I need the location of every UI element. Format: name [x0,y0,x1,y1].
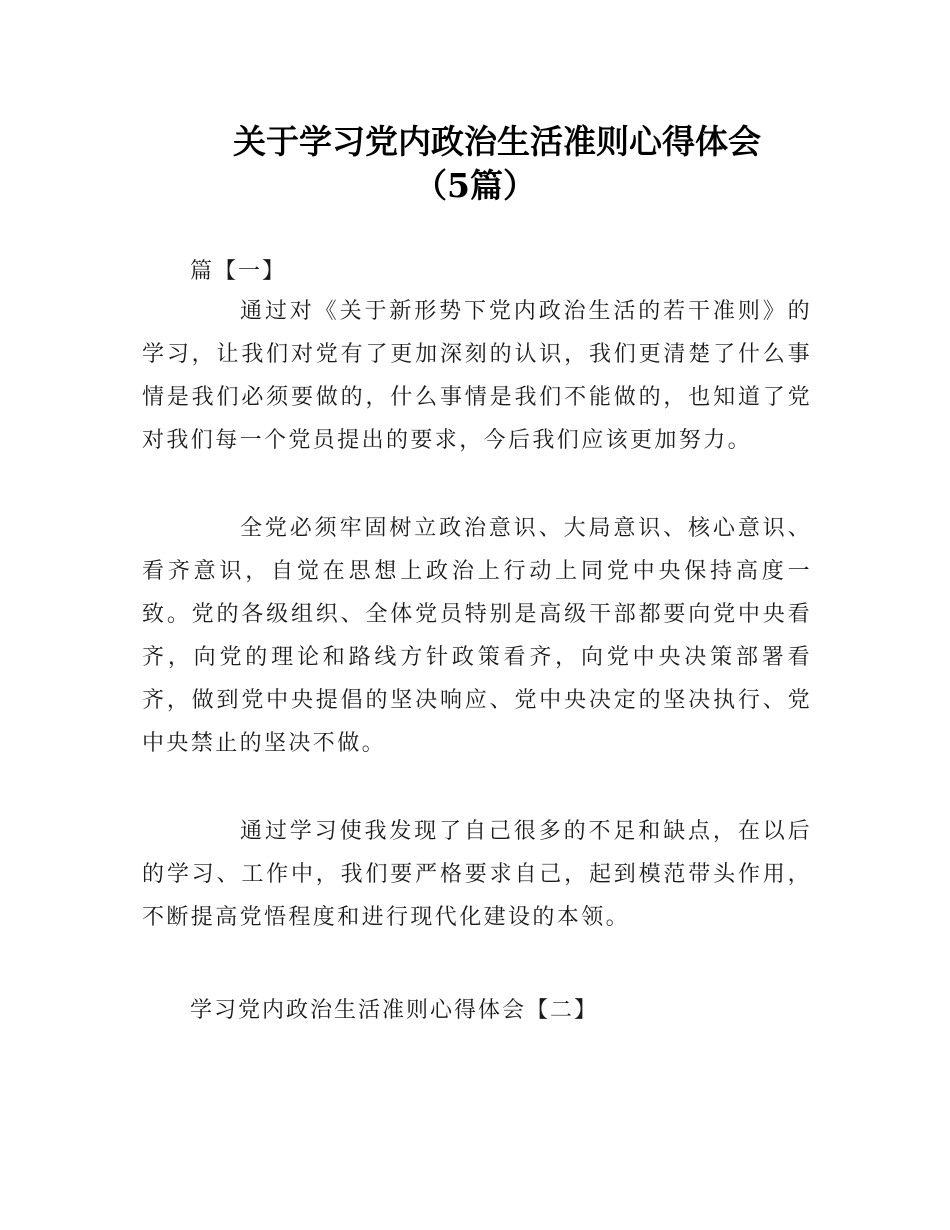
paragraph-1: 通过对《关于新形势下党内政治生活的若干准则》的学习，让我们对党有了更加深刻的认识，我们更清楚了什么事情是我们必须要做的，什么事情是我们不能做的，也知道了党对我们每一个党员提出的要求，今后我们应该更加努力。 [142,299,812,453]
section-heading-1: 篇【一】 [190,259,287,284]
document-title: 关于学习党内政治生活准则心得体会 [233,122,761,161]
section-heading-2: 学习党内政治生活准则心得体会【二】 [190,998,599,1023]
document-title-count: （5篇） [414,166,536,205]
paragraph-3: 通过学习使我发现了自己很多的不足和缺点，在以后的学习、工作中，我们要严格要求自己，起到模范带头作用，不断提高党悟程度和进行现代化建设的本领。 [142,819,812,930]
paragraph-2: 全党必须牢固树立政治意识、大局意识、核心意识、看齐意识，自觉在思想上政治上行动上同党中央保持高度一致。党的各级组织、全体党员特别是高级干部都要向党中央看齐，向党的理论和路线方针政策看齐，向党中央决策部署看齐，做到党中央提倡的坚决响应、党中央决定的坚决执行、党中央禁止的坚决不做。 [142,516,812,756]
